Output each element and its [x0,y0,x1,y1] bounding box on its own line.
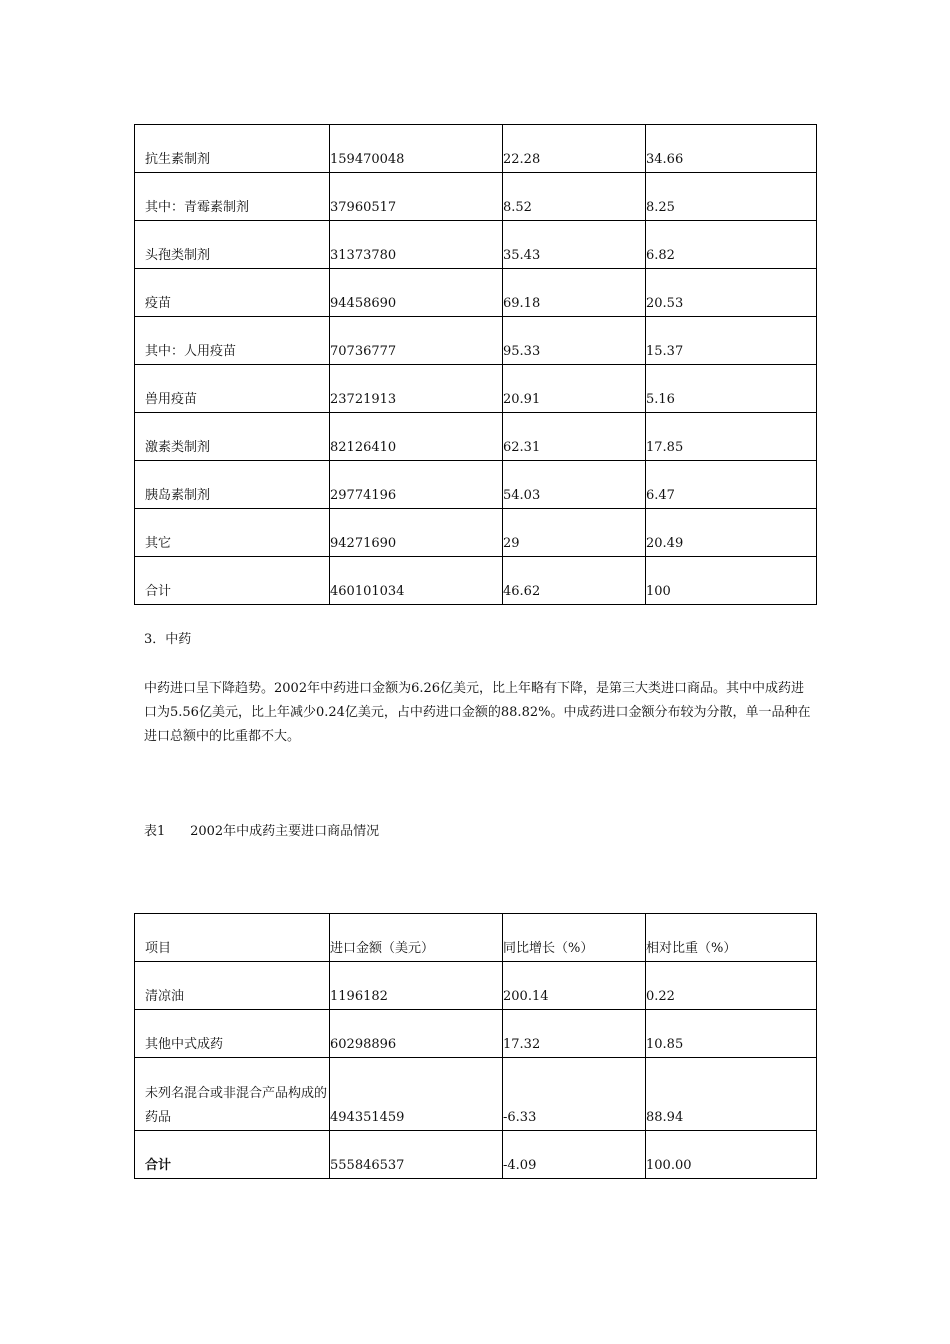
growth-cell: 35.43 [503,221,646,269]
item-cell: 兽用疫苗 [135,365,330,413]
growth-cell: -6.33 [503,1058,646,1131]
growth-cell: 69.18 [503,269,646,317]
table-row-total [135,557,817,605]
item-cell: 其中：人用疫苗 [135,317,330,365]
share-cell: 20.49 [646,509,817,557]
share-cell: 34.66 [646,125,817,173]
item-cell: 清凉油 [135,962,330,1010]
growth-cell: 54.03 [503,461,646,509]
table-row [135,1010,817,1058]
amount-cell: 494351459 [330,1058,503,1131]
share-cell: 20.53 [646,269,817,317]
table-row [135,1058,817,1131]
share-cell: 0.22 [646,962,817,1010]
growth-cell: 22.28 [503,125,646,173]
share-cell: 88.94 [646,1058,817,1131]
amount-cell: 23721913 [330,365,503,413]
share-cell: 6.82 [646,221,817,269]
item-cell: 其他中式成药 [135,1010,330,1058]
column-header: 同比增长（%） [503,914,646,962]
column-header: 相对比重（%） [646,914,817,962]
section-heading: 3．中药 [144,632,192,647]
item-cell: 合计 [135,1131,330,1179]
amount-cell: 31373780 [330,221,503,269]
share-cell: 17.85 [646,413,817,461]
item-cell: 其它 [135,509,330,557]
share-cell: 10.85 [646,1010,817,1058]
table-row [135,125,817,173]
table-row [135,962,817,1010]
growth-cell: 17.32 [503,1010,646,1058]
column-header: 进口金额（美元） [330,914,503,962]
import-table-biological [134,124,817,605]
item-cell: 抗生素制剂 [135,125,330,173]
section-paragraph: 中药进口呈下降趋势。2002年中药进口金额为6.26亿美元，比上年略有下降，是第三大类进口商品。其中中成药进口为5.56亿美元，比上年减少0.24亿美元，占中药进口金额的88.82%。中成药进口金额分布较为分散，单一品种在进口总额中的比重都不大。 [144,681,811,744]
share-cell: 6.47 [646,461,817,509]
share-cell: 5.16 [646,365,817,413]
growth-cell: 62.31 [503,413,646,461]
table-row [135,317,817,365]
table-row [135,173,817,221]
amount-cell: 94458690 [330,269,503,317]
growth-cell: 200.14 [503,962,646,1010]
table-row [135,221,817,269]
amount-cell: 555846537 [330,1131,503,1179]
growth-cell: -4.09 [503,1131,646,1179]
item-cell: 激素类制剂 [135,413,330,461]
share-cell: 8.25 [646,173,817,221]
amount-cell: 1196182 [330,962,503,1010]
table-header-row [135,914,817,962]
amount-cell: 94271690 [330,509,503,557]
table-row [135,413,817,461]
amount-cell: 159470048 [330,125,503,173]
table-caption: 表1 2002年中成药主要进口商品情况 [144,824,380,839]
item-cell: 胰岛素制剂 [135,461,330,509]
amount-cell: 70736777 [330,317,503,365]
table-row [135,509,817,557]
table-row [135,461,817,509]
import-table-chinese-medicine [134,913,817,1179]
column-header: 项目 [135,914,330,962]
amount-cell: 82126410 [330,413,503,461]
share-cell: 100.00 [646,1131,817,1179]
item-cell: 头孢类制剂 [135,221,330,269]
amount-cell: 37960517 [330,173,503,221]
amount-cell: 29774196 [330,461,503,509]
item-cell: 合计 [135,557,330,605]
table-row [135,269,817,317]
amount-cell: 460101034 [330,557,503,605]
table-row [135,365,817,413]
amount-cell: 60298896 [330,1010,503,1058]
item-cell: 疫苗 [135,269,330,317]
share-cell: 100 [646,557,817,605]
item-cell: 未列名混合或非混合产品构成的药品 [135,1058,330,1131]
growth-cell: 8.52 [503,173,646,221]
growth-cell: 20.91 [503,365,646,413]
growth-cell: 46.62 [503,557,646,605]
table-row-total [135,1131,817,1179]
item-cell: 其中：青霉素制剂 [135,173,330,221]
growth-cell: 29 [503,509,646,557]
growth-cell: 95.33 [503,317,646,365]
share-cell: 15.37 [646,317,817,365]
